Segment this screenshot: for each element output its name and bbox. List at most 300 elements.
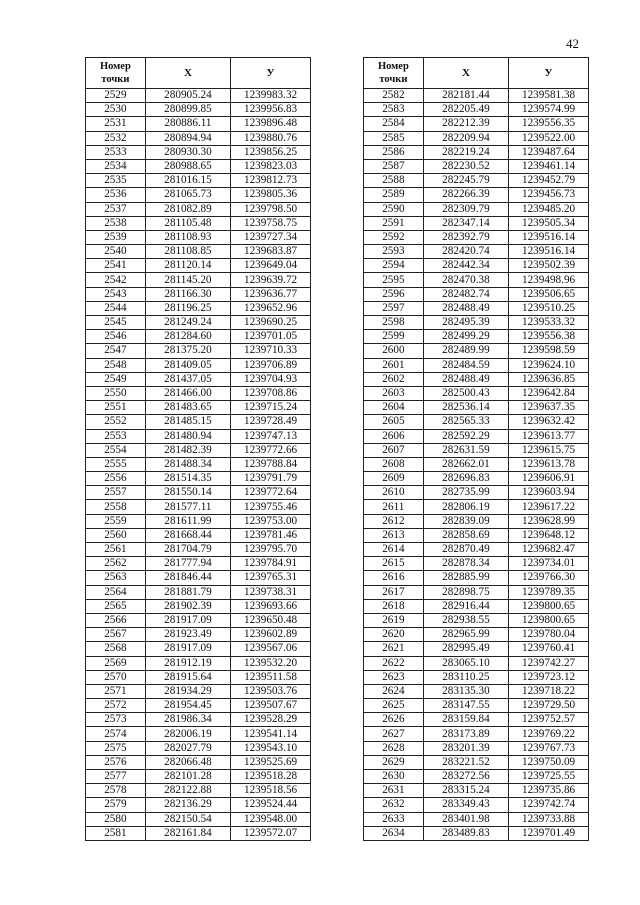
y-coordinate-cell: 1239710.33 (231, 344, 311, 358)
y-coordinate-cell: 1239505.34 (509, 216, 589, 230)
x-coordinate-cell: 282565.33 (423, 415, 508, 429)
table-row (86, 784, 311, 798)
table-row (364, 117, 589, 131)
y-coordinate-cell: 1239725.55 (509, 770, 589, 784)
x-coordinate-cell: 281166.30 (145, 287, 230, 301)
point-number-cell: 2616 (364, 571, 424, 585)
x-coordinate-cell: 280886.11 (145, 117, 230, 131)
table-row (86, 741, 311, 755)
y-coordinate-cell: 1239524.44 (231, 798, 311, 812)
x-coordinate-cell: 280894.94 (145, 131, 230, 145)
point-number-cell: 2585 (364, 131, 424, 145)
x-coordinate-cell: 282442.34 (423, 259, 508, 273)
y-coordinate-cell: 1239812.73 (231, 174, 311, 188)
x-coordinate-cell: 282536.14 (423, 401, 508, 415)
y-coordinate-cell: 1239728.49 (231, 415, 311, 429)
x-coordinate-cell: 282266.39 (423, 188, 508, 202)
y-coordinate-cell: 1239648.12 (509, 528, 589, 542)
table-row (364, 585, 589, 599)
x-coordinate-cell: 282205.49 (423, 103, 508, 117)
table-row (364, 145, 589, 159)
point-number-cell: 2598 (364, 316, 424, 330)
table-row (86, 344, 311, 358)
x-coordinate-cell: 281485.15 (145, 415, 230, 429)
y-coordinate-cell: 1239452.79 (509, 174, 589, 188)
y-coordinate-cell: 1239617.22 (509, 500, 589, 514)
table-row (86, 628, 311, 642)
x-coordinate-cell: 282938.55 (423, 613, 508, 627)
x-coordinate-cell: 282309.79 (423, 202, 508, 216)
coordinates-table-right (363, 57, 589, 841)
header-y: У (231, 58, 311, 89)
table-row (364, 571, 589, 585)
point-number-cell: 2540 (86, 245, 146, 259)
point-number-cell: 2572 (86, 699, 146, 713)
table-row (86, 188, 311, 202)
table-row (364, 443, 589, 457)
x-coordinate-cell: 281923.49 (145, 628, 230, 642)
point-number-cell: 2628 (364, 741, 424, 755)
point-number-cell: 2534 (86, 159, 146, 173)
y-coordinate-cell: 1239823.03 (231, 159, 311, 173)
x-coordinate-cell: 280905.24 (145, 89, 230, 103)
y-coordinate-cell: 1239533.32 (509, 316, 589, 330)
y-coordinate-cell: 1239652.96 (231, 301, 311, 315)
x-coordinate-cell: 282392.79 (423, 230, 508, 244)
x-coordinate-cell: 281488.34 (145, 457, 230, 471)
y-coordinate-cell: 1239502.39 (509, 259, 589, 273)
point-number-cell: 2565 (86, 599, 146, 613)
x-coordinate-cell: 282161.84 (145, 826, 230, 840)
x-coordinate-cell: 281917.09 (145, 613, 230, 627)
y-coordinate-cell: 1239729.50 (509, 699, 589, 713)
table-row (86, 386, 311, 400)
point-number-cell: 2576 (86, 755, 146, 769)
y-coordinate-cell: 1239581.38 (509, 89, 589, 103)
x-coordinate-cell: 281466.00 (145, 386, 230, 400)
x-coordinate-cell: 282347.14 (423, 216, 508, 230)
point-number-cell: 2558 (86, 500, 146, 514)
table-row (86, 230, 311, 244)
y-coordinate-cell: 1239747.13 (231, 429, 311, 443)
x-coordinate-cell: 281577.11 (145, 500, 230, 514)
table-row (364, 755, 589, 769)
point-number-cell: 2607 (364, 443, 424, 457)
x-coordinate-cell: 282484.59 (423, 358, 508, 372)
y-coordinate-cell: 1239525.69 (231, 755, 311, 769)
y-coordinate-cell: 1239637.35 (509, 401, 589, 415)
point-number-cell: 2544 (86, 301, 146, 315)
x-coordinate-cell: 283135.30 (423, 684, 508, 698)
table-row (364, 89, 589, 103)
y-coordinate-cell: 1239487.64 (509, 145, 589, 159)
x-coordinate-cell: 280899.85 (145, 103, 230, 117)
y-coordinate-cell: 1239781.46 (231, 528, 311, 542)
table-row (364, 599, 589, 613)
point-number-cell: 2625 (364, 699, 424, 713)
point-number-cell: 2552 (86, 415, 146, 429)
x-coordinate-cell: 281120.14 (145, 259, 230, 273)
x-coordinate-cell: 283201.39 (423, 741, 508, 755)
x-coordinate-cell: 282150.54 (145, 812, 230, 826)
table-row (364, 202, 589, 216)
point-number-cell: 2562 (86, 557, 146, 571)
x-coordinate-cell: 282592.29 (423, 429, 508, 443)
table-row (86, 472, 311, 486)
x-coordinate-cell: 281550.14 (145, 486, 230, 500)
x-coordinate-cell: 281482.39 (145, 443, 230, 457)
table-row (86, 656, 311, 670)
point-number-cell: 2632 (364, 798, 424, 812)
x-coordinate-cell: 282499.29 (423, 330, 508, 344)
point-number-cell: 2538 (86, 216, 146, 230)
x-coordinate-cell: 281108.93 (145, 230, 230, 244)
y-coordinate-cell: 1239518.56 (231, 784, 311, 798)
x-coordinate-cell: 282995.49 (423, 642, 508, 656)
x-coordinate-cell: 282965.99 (423, 628, 508, 642)
table-row (364, 642, 589, 656)
point-number-cell: 2631 (364, 784, 424, 798)
table-row (364, 798, 589, 812)
y-coordinate-cell: 1239795.70 (231, 543, 311, 557)
table-row (364, 628, 589, 642)
x-coordinate-cell: 281668.44 (145, 528, 230, 542)
y-coordinate-cell: 1239606.91 (509, 472, 589, 486)
x-coordinate-cell: 281105.48 (145, 216, 230, 230)
x-coordinate-cell: 281483.65 (145, 401, 230, 415)
table-row (364, 457, 589, 471)
y-coordinate-cell: 1239788.84 (231, 457, 311, 471)
page-number: 42 (566, 36, 579, 51)
table-row (86, 330, 311, 344)
table-row (364, 684, 589, 698)
table-row (86, 642, 311, 656)
table-row (364, 386, 589, 400)
y-coordinate-cell: 1239752.57 (509, 713, 589, 727)
point-number-cell: 2578 (86, 784, 146, 798)
y-coordinate-cell: 1239742.27 (509, 656, 589, 670)
table-row (364, 812, 589, 826)
x-coordinate-cell: 282495.39 (423, 316, 508, 330)
table-row (86, 613, 311, 627)
table-row (364, 613, 589, 627)
y-coordinate-cell: 1239766.30 (509, 571, 589, 585)
y-coordinate-cell: 1239516.14 (509, 245, 589, 259)
table-row (86, 103, 311, 117)
table-row (364, 486, 589, 500)
x-coordinate-cell: 281954.45 (145, 699, 230, 713)
x-coordinate-cell: 283401.98 (423, 812, 508, 826)
x-coordinate-cell: 281934.29 (145, 684, 230, 698)
y-coordinate-cell: 1239522.00 (509, 131, 589, 145)
point-number-cell: 2564 (86, 585, 146, 599)
table-row (86, 599, 311, 613)
x-coordinate-cell: 282027.79 (145, 741, 230, 755)
table-row (364, 401, 589, 415)
point-number-cell: 2541 (86, 259, 146, 273)
table-row (364, 330, 589, 344)
y-coordinate-cell: 1239528.29 (231, 713, 311, 727)
y-coordinate-cell: 1239983.32 (231, 89, 311, 103)
table-row (364, 188, 589, 202)
x-coordinate-cell: 282181.44 (423, 89, 508, 103)
table-row (364, 543, 589, 557)
point-number-cell: 2579 (86, 798, 146, 812)
x-coordinate-cell: 281611.99 (145, 514, 230, 528)
point-number-cell: 2568 (86, 642, 146, 656)
table-row (86, 457, 311, 471)
table-row (364, 429, 589, 443)
table-row (86, 755, 311, 769)
y-coordinate-cell: 1239734.01 (509, 557, 589, 571)
table-row (364, 500, 589, 514)
point-number-cell: 2609 (364, 472, 424, 486)
table-row (86, 557, 311, 571)
point-number-cell: 2619 (364, 613, 424, 627)
point-number-cell: 2624 (364, 684, 424, 698)
point-number-cell: 2605 (364, 415, 424, 429)
table-row (86, 429, 311, 443)
y-coordinate-cell: 1239572.07 (231, 826, 311, 840)
y-coordinate-cell: 1239506.65 (509, 287, 589, 301)
point-number-cell: 2533 (86, 145, 146, 159)
table-row (86, 585, 311, 599)
x-coordinate-cell: 282858.69 (423, 528, 508, 542)
table-row (364, 245, 589, 259)
x-coordinate-cell: 283315.24 (423, 784, 508, 798)
x-coordinate-cell: 280988.65 (145, 159, 230, 173)
y-coordinate-cell: 1239767.73 (509, 741, 589, 755)
point-number-cell: 2623 (364, 670, 424, 684)
x-coordinate-cell: 281902.39 (145, 599, 230, 613)
table-row (364, 670, 589, 684)
x-coordinate-cell: 283349.43 (423, 798, 508, 812)
y-coordinate-cell: 1239856.25 (231, 145, 311, 159)
x-coordinate-cell: 282482.74 (423, 287, 508, 301)
point-number-cell: 2571 (86, 684, 146, 698)
y-coordinate-cell: 1239518.28 (231, 770, 311, 784)
y-coordinate-cell: 1239567.06 (231, 642, 311, 656)
point-number-cell: 2547 (86, 344, 146, 358)
point-number-cell: 2557 (86, 486, 146, 500)
table-row (86, 145, 311, 159)
x-coordinate-cell: 281917.09 (145, 642, 230, 656)
table-row (86, 528, 311, 542)
x-coordinate-cell: 281846.44 (145, 571, 230, 585)
point-number-cell: 2536 (86, 188, 146, 202)
x-coordinate-cell: 282122.88 (145, 784, 230, 798)
x-coordinate-cell: 282839.09 (423, 514, 508, 528)
y-coordinate-cell: 1239636.85 (509, 372, 589, 386)
x-coordinate-cell: 282885.99 (423, 571, 508, 585)
y-coordinate-cell: 1239896.48 (231, 117, 311, 131)
y-coordinate-cell: 1239613.78 (509, 457, 589, 471)
y-coordinate-cell: 1239772.64 (231, 486, 311, 500)
x-coordinate-cell: 283272.56 (423, 770, 508, 784)
point-number-cell: 2599 (364, 330, 424, 344)
y-coordinate-cell: 1239727.34 (231, 230, 311, 244)
point-number-cell: 2603 (364, 386, 424, 400)
point-number-cell: 2584 (364, 117, 424, 131)
table-row (364, 472, 589, 486)
point-number-cell: 2560 (86, 528, 146, 542)
y-coordinate-cell: 1239615.75 (509, 443, 589, 457)
point-number-cell: 2594 (364, 259, 424, 273)
y-coordinate-cell: 1239639.72 (231, 273, 311, 287)
x-coordinate-cell: 281065.73 (145, 188, 230, 202)
point-number-cell: 2610 (364, 486, 424, 500)
point-number-cell: 2551 (86, 401, 146, 415)
point-number-cell: 2539 (86, 230, 146, 244)
x-coordinate-cell: 282101.28 (145, 770, 230, 784)
x-coordinate-cell: 282209.94 (423, 131, 508, 145)
table-row (86, 245, 311, 259)
x-coordinate-cell: 281082.89 (145, 202, 230, 216)
y-coordinate-cell: 1239956.83 (231, 103, 311, 117)
y-coordinate-cell: 1239456.73 (509, 188, 589, 202)
point-number-cell: 2592 (364, 230, 424, 244)
point-number-cell: 2600 (364, 344, 424, 358)
point-number-cell: 2570 (86, 670, 146, 684)
point-number-cell: 2545 (86, 316, 146, 330)
y-coordinate-cell: 1239632.42 (509, 415, 589, 429)
y-coordinate-cell: 1239503.76 (231, 684, 311, 698)
y-coordinate-cell: 1239598.59 (509, 344, 589, 358)
y-coordinate-cell: 1239738.31 (231, 585, 311, 599)
x-coordinate-cell: 282662.01 (423, 457, 508, 471)
table-row (86, 670, 311, 684)
table-row (364, 103, 589, 117)
point-number-cell: 2611 (364, 500, 424, 514)
table-row (86, 287, 311, 301)
point-number-cell: 2563 (86, 571, 146, 585)
point-number-cell: 2586 (364, 145, 424, 159)
y-coordinate-cell: 1239548.00 (231, 812, 311, 826)
point-number-cell: 2581 (86, 826, 146, 840)
point-number-cell: 2554 (86, 443, 146, 457)
table-row (86, 358, 311, 372)
table-row (364, 358, 589, 372)
point-number-cell: 2549 (86, 372, 146, 386)
x-coordinate-cell: 281704.79 (145, 543, 230, 557)
point-number-cell: 2543 (86, 287, 146, 301)
point-number-cell: 2555 (86, 457, 146, 471)
y-coordinate-cell: 1239733.88 (509, 812, 589, 826)
point-number-cell: 2630 (364, 770, 424, 784)
table-row (86, 401, 311, 415)
y-coordinate-cell: 1239510.25 (509, 301, 589, 315)
point-number-cell: 2614 (364, 543, 424, 557)
table-row (364, 713, 589, 727)
y-coordinate-cell: 1239769.22 (509, 727, 589, 741)
y-coordinate-cell: 1239682.47 (509, 543, 589, 557)
point-number-cell: 2580 (86, 812, 146, 826)
y-coordinate-cell: 1239507.67 (231, 699, 311, 713)
point-number-cell: 2542 (86, 273, 146, 287)
point-number-cell: 2573 (86, 713, 146, 727)
point-number-cell: 2606 (364, 429, 424, 443)
y-coordinate-cell: 1239461.14 (509, 159, 589, 173)
point-number-cell: 2597 (364, 301, 424, 315)
x-coordinate-cell: 282878.34 (423, 557, 508, 571)
x-coordinate-cell: 282489.99 (423, 344, 508, 358)
point-number-cell: 2590 (364, 202, 424, 216)
x-coordinate-cell: 282006.19 (145, 727, 230, 741)
point-number-cell: 2593 (364, 245, 424, 259)
x-coordinate-cell: 282500.43 (423, 386, 508, 400)
header-y: У (509, 58, 589, 89)
y-coordinate-cell: 1239556.38 (509, 330, 589, 344)
point-number-cell: 2561 (86, 543, 146, 557)
x-coordinate-cell: 282470.38 (423, 273, 508, 287)
point-number-cell: 2529 (86, 89, 146, 103)
x-coordinate-cell: 282870.49 (423, 543, 508, 557)
x-coordinate-cell: 282245.79 (423, 174, 508, 188)
point-number-cell: 2627 (364, 727, 424, 741)
table-row (86, 514, 311, 528)
point-number-cell: 2574 (86, 727, 146, 741)
point-number-cell: 2587 (364, 159, 424, 173)
y-coordinate-cell: 1239750.09 (509, 755, 589, 769)
point-number-cell: 2633 (364, 812, 424, 826)
x-coordinate-cell: 282066.48 (145, 755, 230, 769)
y-coordinate-cell: 1239624.10 (509, 358, 589, 372)
y-coordinate-cell: 1239753.00 (231, 514, 311, 528)
y-coordinate-cell: 1239498.96 (509, 273, 589, 287)
x-coordinate-cell: 282212.39 (423, 117, 508, 131)
x-coordinate-cell: 281480.94 (145, 429, 230, 443)
x-coordinate-cell: 282488.49 (423, 301, 508, 315)
x-coordinate-cell: 281249.24 (145, 316, 230, 330)
point-number-cell: 2595 (364, 273, 424, 287)
x-coordinate-cell: 282806.19 (423, 500, 508, 514)
table-row (86, 131, 311, 145)
table-row (86, 159, 311, 173)
y-coordinate-cell: 1239772.66 (231, 443, 311, 457)
point-number-cell: 2613 (364, 528, 424, 542)
y-coordinate-cell: 1239715.24 (231, 401, 311, 415)
point-number-cell: 2629 (364, 755, 424, 769)
table-row (86, 443, 311, 457)
y-coordinate-cell: 1239800.65 (509, 599, 589, 613)
table-row (364, 259, 589, 273)
point-number-cell: 2550 (86, 386, 146, 400)
x-coordinate-cell: 283159.84 (423, 713, 508, 727)
y-coordinate-cell: 1239603.94 (509, 486, 589, 500)
x-coordinate-cell: 282898.75 (423, 585, 508, 599)
x-coordinate-cell: 280930.30 (145, 145, 230, 159)
point-number-cell: 2615 (364, 557, 424, 571)
table-row (86, 727, 311, 741)
y-coordinate-cell: 1239800.65 (509, 613, 589, 627)
point-number-cell: 2567 (86, 628, 146, 642)
table-row (86, 415, 311, 429)
point-number-cell: 2618 (364, 599, 424, 613)
y-coordinate-cell: 1239742.74 (509, 798, 589, 812)
y-coordinate-cell: 1239649.04 (231, 259, 311, 273)
point-number-cell: 2601 (364, 358, 424, 372)
table-row (364, 656, 589, 670)
y-coordinate-cell: 1239701.49 (509, 826, 589, 840)
table-row (364, 287, 589, 301)
table-row (86, 372, 311, 386)
table-row (364, 826, 589, 840)
point-number-cell: 2559 (86, 514, 146, 528)
point-number-cell: 2608 (364, 457, 424, 471)
y-coordinate-cell: 1239485.20 (509, 202, 589, 216)
y-coordinate-cell: 1239723.12 (509, 670, 589, 684)
point-number-cell: 2583 (364, 103, 424, 117)
